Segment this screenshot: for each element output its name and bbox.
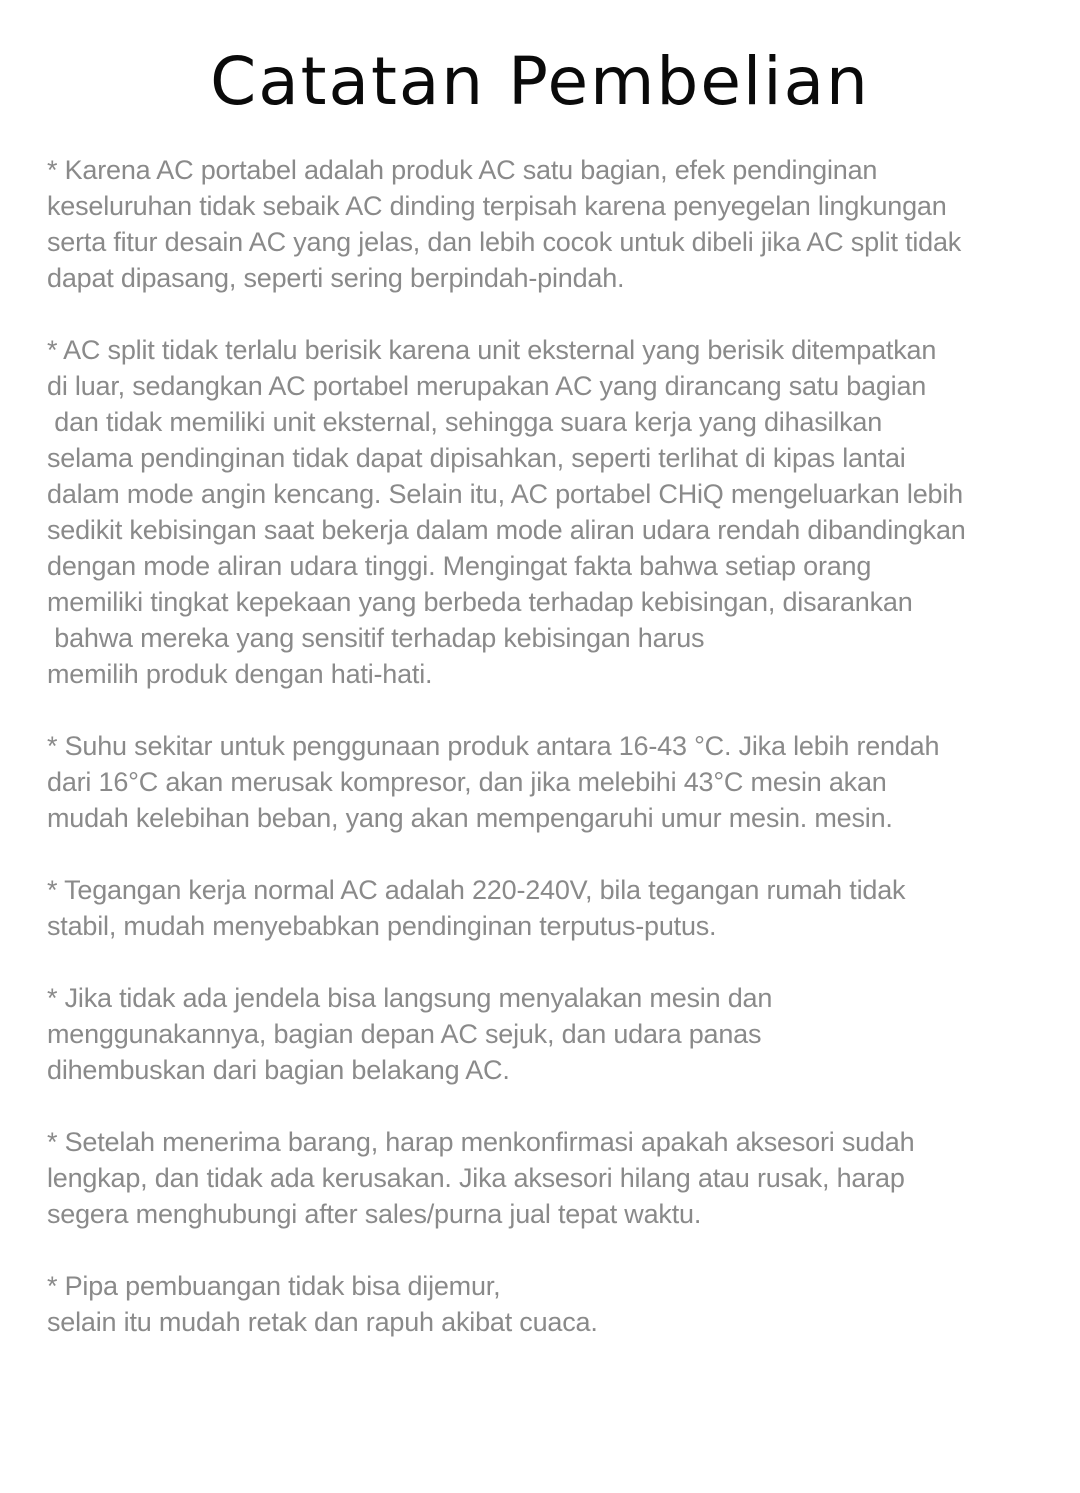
note-line: * Setelah menerima barang, harap menkonfirmasi apakah aksesori sudah [47, 1127, 915, 1157]
note-line: memiliki tingkat kepekaan yang berbeda terhadap kebisingan, disarankan [47, 587, 913, 617]
purchase-notes [47, 152, 1077, 1376]
note-line: dengan mode aliran udara tinggi. Mengingat fakta bahwa setiap orang [47, 551, 872, 581]
note-line: mudah kelebihan beban, yang akan mempengaruhi umur mesin. mesin. [47, 803, 893, 833]
page-title: Catatan Pembelian [210, 43, 870, 120]
note-line: bahwa mereka yang sensitif terhadap kebisingan harus [47, 623, 705, 653]
note-noise [47, 332, 1077, 692]
note-line: menggunakannya, bagian depan AC sejuk, dan udara panas [47, 1019, 762, 1049]
note-line: memilih produk dengan hati-hati. [47, 659, 433, 689]
note-line: segera menghubungi after sales/purna jual tepat waktu. [47, 1199, 702, 1229]
note-accessories [47, 1124, 1077, 1232]
note-portable-vs-split [47, 152, 1077, 296]
note-line: serta fitur desain AC yang jelas, dan lebih cocok untuk dibeli jika AC split tidak [47, 227, 962, 257]
note-line: dihembuskan dari bagian belakang AC. [47, 1055, 510, 1085]
note-no-window [47, 980, 1077, 1088]
note-drain-pipe [47, 1268, 1077, 1340]
note-line: * Tegangan kerja normal AC adalah 220-240V, bila tegangan rumah tidak [47, 875, 906, 905]
note-line: * Jika tidak ada jendela bisa langsung menyalakan mesin dan [47, 983, 773, 1013]
note-line: keseluruhan tidak sebaik AC dinding terpisah karena penyegelan lingkungan [47, 191, 947, 221]
note-line: dalam mode angin kencang. Selain itu, AC portabel CHiQ mengeluarkan lebih [47, 479, 963, 509]
note-voltage [47, 872, 1077, 944]
note-line: sedikit kebisingan saat bekerja dalam mode aliran udara rendah dibandingkan [47, 515, 966, 545]
note-line: * AC split tidak terlalu berisik karena unit eksternal yang berisik ditempatkan [47, 335, 937, 365]
note-line: dan tidak memiliki unit eksternal, sehingga suara kerja yang dihasilkan [47, 407, 883, 437]
note-line: stabil, mudah menyebabkan pendinginan terputus-putus. [47, 911, 717, 941]
note-line: lengkap, dan tidak ada kerusakan. Jika aksesori hilang atau rusak, harap [47, 1163, 905, 1193]
note-line: selain itu mudah retak dan rapuh akibat cuaca. [47, 1307, 598, 1337]
note-line: selama pendinginan tidak dapat dipisahkan, seperti terlihat di kipas lantai [47, 443, 906, 473]
note-line: dari 16°C akan merusak kompresor, dan jika melebihi 43°C mesin akan [47, 767, 887, 797]
note-line: * Pipa pembuangan tidak bisa dijemur, [47, 1271, 501, 1301]
note-temperature [47, 728, 1077, 836]
note-line: * Suhu sekitar untuk penggunaan produk antara 16-43 °C. Jika lebih rendah [47, 731, 940, 761]
note-line: * Karena AC portabel adalah produk AC satu bagian, efek pendinginan [47, 155, 878, 185]
note-line: di luar, sedangkan AC portabel merupakan AC yang dirancang satu bagian [47, 371, 927, 401]
note-line: dapat dipasang, seperti sering berpindah-pindah. [47, 263, 625, 293]
